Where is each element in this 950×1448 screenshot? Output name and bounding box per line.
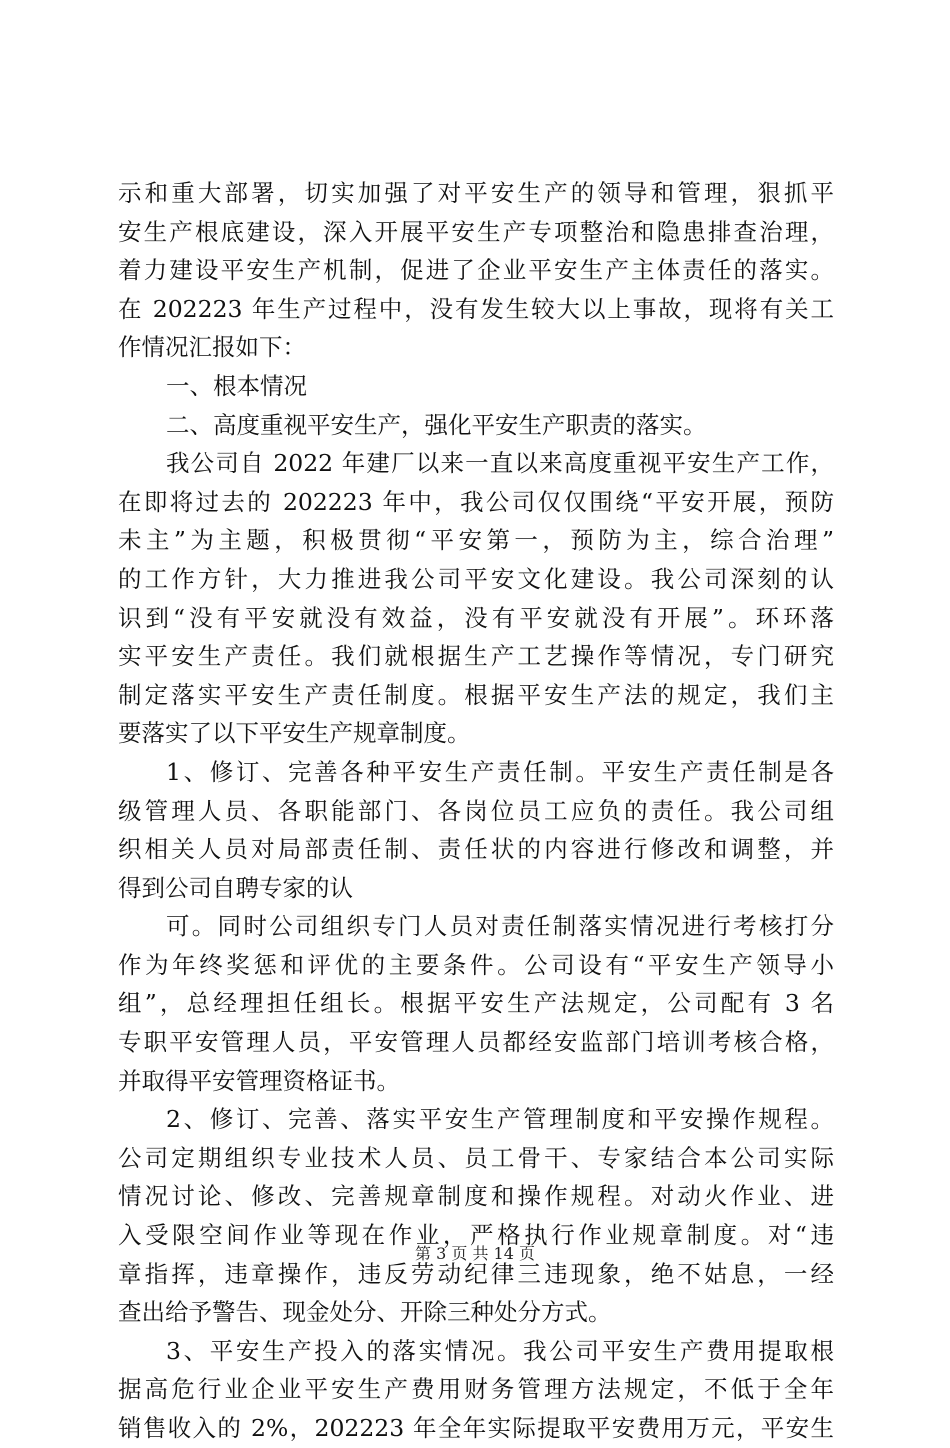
text-line: 级管理人员、各职能部门、各岗位员工应负的责任。我公司组 xyxy=(118,796,834,825)
text-line: 销售收入的 2%，202223 年全年实际提取平安费用万元，平安生 xyxy=(118,1414,834,1442)
text-line: 识到“没有平安就没有效益，没有平安就没有开展”。环环落 xyxy=(118,603,834,632)
text-line: 安生产根底建设，深入开展平安生产专项整治和隐患排查治理， xyxy=(118,217,834,246)
text-line: 作为年终奖惩和评优的主要条件。公司设有“平安生产领导小 xyxy=(118,950,834,979)
text-line: 1、修订、完善各种平安生产责任制。平安生产责任制是各 xyxy=(166,757,834,786)
text-line: 公司定期组织专业技术人员、员工骨干、专家结合本公司实际 xyxy=(118,1143,834,1172)
text-line: 可。同时公司组织专门人员对责任制落实情况进行考核打分 xyxy=(166,912,834,941)
text-line: 在即将过去的 202223 年中，我公司仅仅围绕“平安开展，预防 xyxy=(118,487,834,516)
text-line: 示和重大部署，切实加强了对平安生产的领导和管理，狠抓平 xyxy=(118,179,834,207)
text-line: 未主”为主题，积极贯彻“平安第一，预防为主，综合治理” xyxy=(118,526,834,555)
text-line: 据高危行业企业平安生产费用财务管理方法规定，不低于全年 xyxy=(118,1375,834,1404)
text-line: 着力建设平安生产机制，促进了企业平安生产主体责任的落实。 xyxy=(118,256,834,285)
text-line: 一、根本情况 xyxy=(166,371,307,400)
text-line: 二、高度重视平安生产，强化平安生产职责的落实。 xyxy=(166,410,707,439)
text-line: 的工作方针，大力推进我公司平安文化建设。我公司深刻的认 xyxy=(118,564,834,593)
text-line: 查出给予警告、现金处分、开除三种处分方式。 xyxy=(118,1298,612,1327)
text-line: 织相关人员对局部责任制、责任状的内容进行修改和调整，并 xyxy=(118,835,834,864)
text-line: 专职平安管理人员，平安管理人员都经安监部门培训考核合格， xyxy=(118,1028,834,1057)
text-line: 我公司自 2022 年建厂以来一直以来高度重视平安生产工作， xyxy=(166,449,834,478)
text-line: 章指挥，违章操作，违反劳动纪律三违现象，绝不姑息，一经 xyxy=(118,1259,834,1288)
text-line: 并取得平安管理资格证书。 xyxy=(118,1066,400,1095)
text-line: 2、修订、完善、落实平安生产管理制度和平安操作规程。 xyxy=(166,1105,834,1134)
text-line: 制定落实平安生产责任制度。根据平安生产法的规定，我们主 xyxy=(118,680,834,709)
page-footer: 第 3 页 共 14 页 xyxy=(415,1244,535,1263)
text-line: 入受限空间作业等现在作业，严格执行作业规章制度。对“违 xyxy=(118,1221,834,1250)
text-line: 实平安生产责任。我们就根据生产工艺操作等情况，专门研究 xyxy=(118,642,834,671)
text-line: 3、平安生产投入的落实情况。我公司平安生产费用提取根 xyxy=(166,1336,834,1365)
text-line: 情况讨论、修改、完善规章制度和操作规程。对动火作业、进 xyxy=(118,1182,834,1211)
text-line: 在 202223 年生产过程中，没有发生较大以上事故，现将有关工 xyxy=(118,294,834,323)
text-line: 要落实了以下平安生产规章制度。 xyxy=(118,719,471,748)
text-line: 组”，总经理担任组长。根据平安生产法规定，公司配有 3 名 xyxy=(118,989,834,1018)
text-line: 作情况汇报如下： xyxy=(118,333,306,362)
text-line: 得到公司自聘专家的认 xyxy=(118,873,353,902)
